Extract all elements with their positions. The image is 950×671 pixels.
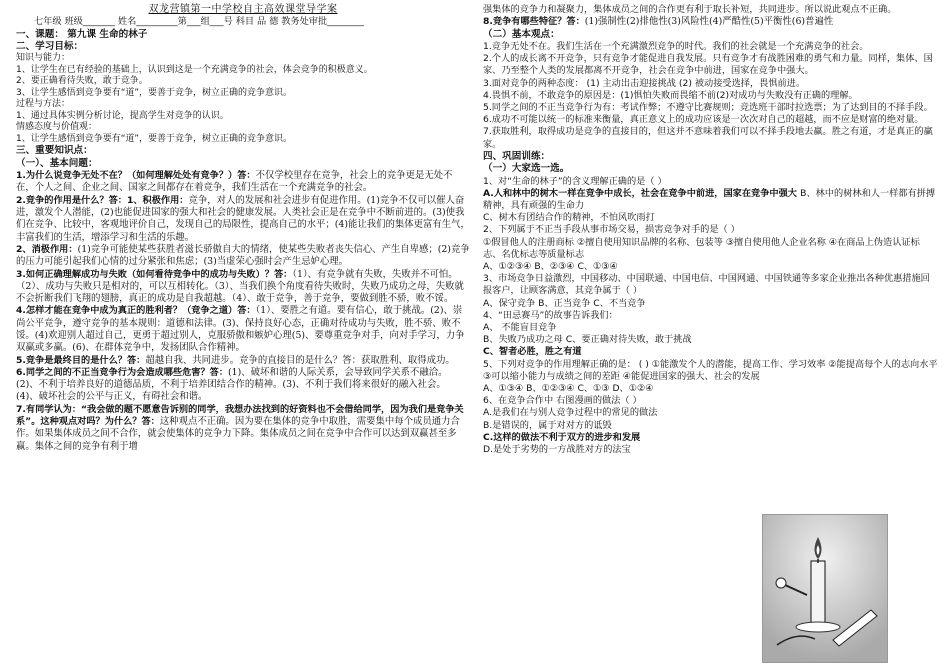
exercise-line: C、树木有团结合作的精神，不怕风吹雨打: [483, 212, 655, 224]
body-paragraph: 5.同学之间的不正当竞争行为有：考试作弊；不遵守比赛规则；竞选班干部时拉选票；为了达到目的不择手段。: [483, 101, 933, 113]
exercise-line: D.是处于劣势的一方战胜对方的法宝: [483, 444, 631, 456]
left-column: [16, 4, 470, 453]
exercise-line: ①假冒他人的注册商标 ②擅自使用知识品牌的名称、包装等 ③擅自使用他人企业名称 ④在商品上伪造认证标志、名优标志等质量标志: [483, 236, 920, 260]
qa-paragraph: [16, 305, 470, 354]
answer-text: (1)竞争可能使某些获胜者滋长骄傲自大的情绪，使某些失败者丧失信心、产生自卑感；(2)竞争的压力可能引起我们心情的过分紧张和焦虑；(3)当虚荣心强时会产生忌妒心理。: [16, 243, 470, 268]
objective-line: 知识与能力：: [16, 53, 71, 64]
exercise-line: A、①③④ B、①②③④ C、①③ D、①②④: [483, 383, 654, 394]
objective-line: 情感态度与价值观：: [16, 122, 98, 133]
section-heading: 三、重要知识点：: [16, 145, 93, 157]
page-title: 双龙营镇第一中学校自主高效课堂导学案: [148, 4, 338, 15]
answer-text: 不仅学校里存在竞争，社会上的竞争更是无处不在，个人之间、企业之间、国家之间都存在着竞争，我们生活在一个充满竞争的社会。: [16, 170, 453, 194]
objective-line: 3、让学生感悟到竞争要有“道”，要善于竞争，树立正确的竞争意识。: [16, 87, 293, 98]
objective-line: 过程与方法：: [16, 99, 71, 110]
qa-paragraph: [16, 170, 470, 195]
qa-paragraph: [16, 367, 470, 404]
bold-option: C、智者必胜，胜之有道: [483, 346, 582, 358]
candle-cartoon-icon: [763, 515, 887, 662]
exercise-line: 6、在竞争合作中 右图漫画的做法（ ）: [483, 395, 642, 407]
exercise-line: A、 不能盲目竞争: [483, 321, 557, 333]
question-text: 2、消极作用：: [16, 243, 78, 255]
exercise-line: 4、“田忌赛马”的故事告诉我们：: [483, 309, 618, 321]
option-line: [483, 188, 938, 212]
qa-paragraph: [16, 404, 470, 453]
question-text: 8.竞争有哪些特征？答：: [483, 16, 585, 28]
right-body: [483, 4, 938, 456]
objective-line: 1、通过具体实例分析讨论，提高学生对竞争的认识。: [16, 110, 229, 121]
exercise-line: A、保守竞争 B、正当竞争 C、不当竞争: [483, 297, 646, 309]
exercise-line: B.是错误的，属于对对方的诋毁: [483, 419, 612, 431]
qa-paragraph: [16, 355, 470, 367]
option-rest: B、林中的树林和人一样都有拼搏精神，具有顽强的生命力: [483, 187, 936, 211]
left-body: [16, 29, 470, 453]
body-paragraph: 4.畏惧不前，不敢竞争的原因是：(1)惧怕失败而畏缩不前(2)对成功与失败没有正确的理解。: [483, 89, 858, 101]
objective-line: 2、要正确看待失败，敢于竞争。: [16, 76, 148, 87]
answer-text: (1)、破坏和谐的人际关系，会导致同学关系不融洽。(2)、不利于培养良好的道德品质，不利于培养团结合作的精神。(3)、不利于我们将来很好的融入社会。 (4)、破坏社会的公平与正义，有碍社会和谐。: [16, 366, 448, 403]
answer-text: (1)强制性(2)排他性(3)风险性(4)严酷性(5)平衡性(6)普遍性: [584, 16, 834, 28]
option-line: [483, 432, 938, 444]
objective-line: 1、让学生感悟到竞争要有“道”，要善于竞争，树立正确的竞争意识。: [16, 133, 293, 144]
question-text: 2.竞争的作用是什么？答：1、积极作用：: [16, 194, 189, 206]
question-text: 7.有同学认为：“我会做的题不愿意告诉别的同学，我想办法找到的好资料也不会借给同学，因为我们是竞争关系”。这种观点对吗？为什么？答：: [16, 403, 464, 428]
exercise-line: A、①②③④ B、②③④ C、①③④: [483, 260, 618, 272]
body-paragraph: 3.面对竞争的两种态度： (1) 主动出击迎接挑战 (2) 被动接受选择，畏惧前进。: [483, 77, 806, 89]
exercise-line: 1、对“生命的林子”的含义理解正确的是（ ）: [483, 175, 667, 187]
section-heading: 一、课题： 第九课 生命的林子: [16, 28, 148, 40]
exercise-line: 5、下列对竞争的作用理解正确的是： ( ) ①能激发个人的潜能，提高工作、学习效率 ②能提高每个人的志向水平 ③可以缩小能力与成绩之间的差距 ④能促进国家的强大、社会的发展: [483, 358, 938, 382]
body-paragraph: 6.成功不可能以统一的标准来衡量，真正意义上的成功应该是一次次对自己的超越，而不应是财富的绝对量。: [483, 114, 924, 126]
body-paragraph: 2.个人的成长离不开竞争，只有竞争才能促进自我发展。只有竞争才有战胜困难的勇气和力量。同样，集体、国家、乃至整个人类的发展都离不开竞争，社会在竞争中前进，国家在竞争中强大。: [483, 53, 933, 77]
answer-text: （1）、要胜之有道。要有信心，敢于挑战。(2)、崇尚公平竞争，遵守竞争的基本规则：道德和法律。(3)、保持良好心态，正确对待成功与失败，胜不骄、败不馁。(4)欢迎别人超过自己，更勇于超过别人，克服骄傲和嫉妒心理(5)、要尊重竞争对手，向对手学习，力争双赢或多赢。(6)、在群体竞争中，发扬团队合作精神。: [16, 305, 465, 354]
qa-paragraph: [16, 195, 470, 244]
exercise-line: 3、市场竞争日益激烈，中国移动、中国联通、中国电信、中国网通、中国铁通等多家企业推出各种优惠措施回报客户，让顾客满意，其竞争属于（ ）: [483, 273, 930, 297]
body-paragraph: 1.竞争无处不在。我们生活在一个充满激烈竞争的时代。我们的社会就是一个充满竞争的社会。: [483, 40, 869, 52]
exercise-line: A.是我们在与别人竞争过程中的常见的做法: [483, 407, 658, 419]
section-heading: （二）基本观点：: [483, 28, 560, 40]
question-text: 1.为什么说竞争无处不在？（如何理解处处有竞争？）答：: [16, 170, 256, 182]
question-text: 4.怎样才能在竞争中成为真正的胜利者？（竞争之道）答：: [16, 305, 256, 317]
objective-line: 1、让学生在已有经验的基础上，认识到这是一个充满竞争的社会，体会竞争的积极意义。: [16, 64, 373, 75]
candle-cartoon-image: [762, 514, 888, 663]
exercise-line: B、失败乃成功之母 C、要正确对待失败，敢于挑战: [483, 334, 692, 346]
body-paragraph: 强集体的竞争力和凝聚力，集体成员之间的合作更有利于取长补短，共同进步。所以说此观点不正确。: [483, 4, 897, 15]
qa-paragraph: [483, 16, 938, 28]
bold-option: C.这样的做法不利于双方的进步和发展: [483, 431, 641, 443]
section-heading: 二、学习目标：: [16, 40, 84, 52]
question-text: 3.如何正确理解成功与失败（如何看待竞争中的成功与失败）？答：: [16, 268, 293, 280]
question-text: 6.同学之间的不正当竞争行为会造成哪些危害？答：: [16, 366, 229, 378]
answer-text: 超越自我、共同进步。竞争的直接目的是什么？答：获取胜利、取得成功。: [145, 354, 455, 366]
answer-text: 竞争，对人的发展和社会进步有促进作用。(1)竞争不仅可以催人奋进，激发个人潜能，(2)也能促进国家的强大和社会的健康发展。人类社会正是在竞争中不断前进的。(3)使我们在竞争、比较中，客观地评价自己，发现自己的局限性，提高自己的水平；(4)能让我们的集体更富有生气，丰富我们的生活，增添学习和生活的乐趣。: [16, 194, 470, 243]
section-heading: （一）大家选一选。: [483, 163, 570, 175]
body-paragraph: 7.获取胜利，取得成功是竞争的直接目的，但这并不意味着我们可以不择手段地去赢。胜之有道，才是真正的赢家。: [483, 126, 933, 150]
option-line: [483, 346, 938, 358]
qa-paragraph: [16, 269, 470, 306]
exercise-line: 2、下列属于不正当手段从事市场交易，损害竞争对手的是（ ）: [483, 224, 740, 236]
answer-text: （1）、有竞争就有失败，失败并不可怕。（2）、成功与失败只是相对的，可以互相转化。（3）、当我们换个角度看待失败时，失败乃成功之母，失败就不会折断我们飞翔的翅膀，真正的成功是自我超越。（4）、敢于竞争，善于竞争，要做到胜不骄，败不馁。: [16, 268, 464, 305]
student-info-line: 七年级 班级_______ 姓名_________第___组___号 科目 品 德 教务处审批________: [34, 16, 364, 28]
bold-option: A.人和林中的树木一样在竞争中成长，社会在竞争中前进，国家在竞争中强大: [483, 187, 801, 199]
section-heading: （一）、基本问题：: [16, 157, 98, 169]
qa-paragraph: [16, 244, 470, 269]
answer-text: 这种观点不正确。因为要在集体的竞争中取胜，需要集中每个成员通力合作。如果集体成员之间不合作，就会使集体的竞争力下降。集体成员之间在竞争中合作可以达到双赢甚至多赢。集体之间的竞争有利于增: [16, 416, 460, 452]
right-column: [483, 4, 938, 456]
section-heading: 四、巩固训练：: [483, 150, 551, 162]
question-text: 5.竞争是最终目的是什么？答：: [16, 354, 146, 366]
